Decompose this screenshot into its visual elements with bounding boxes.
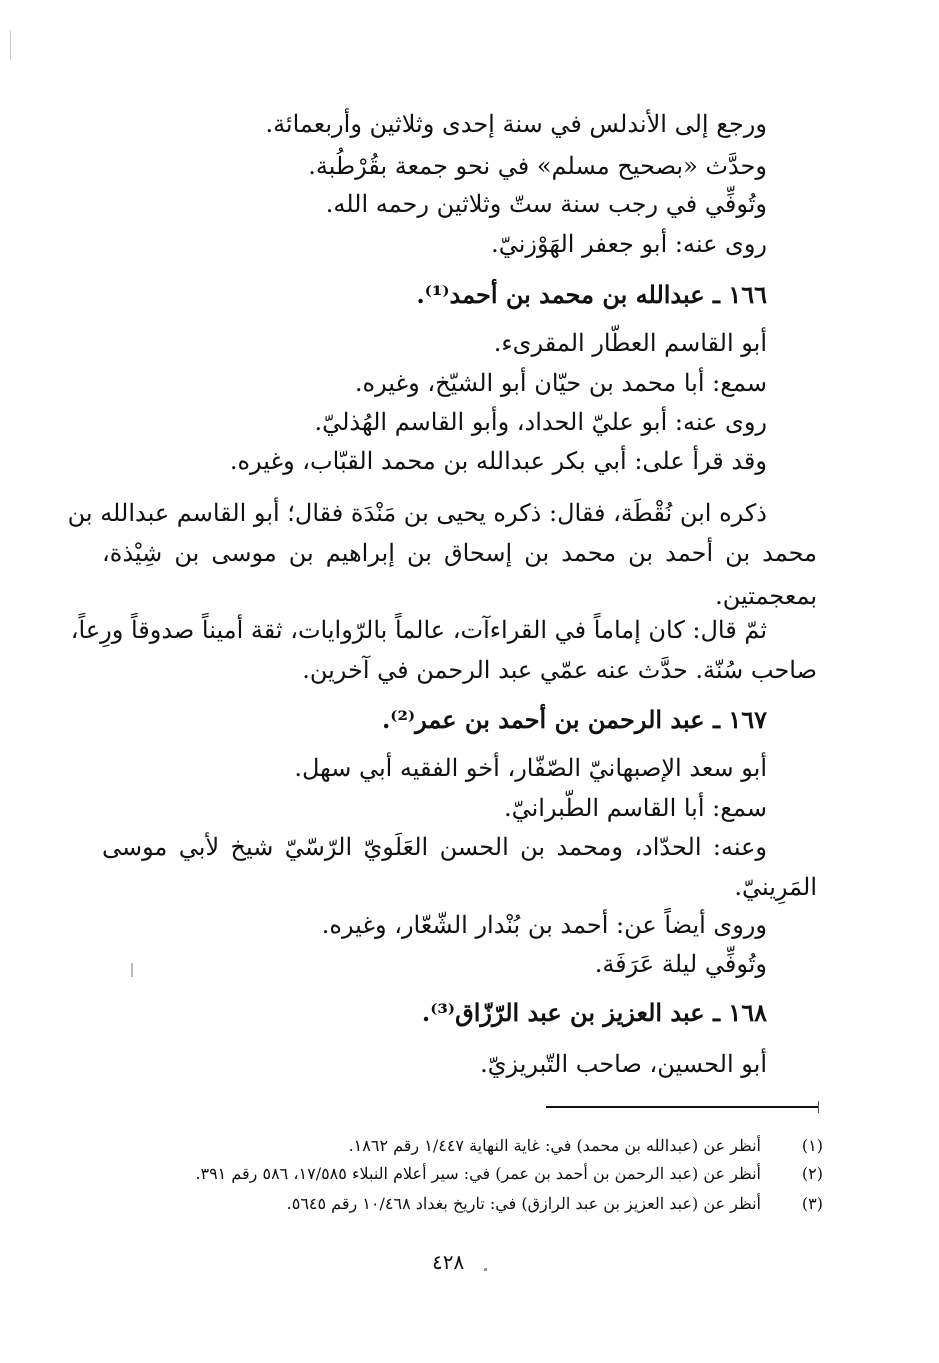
footnote-text: أنظر عن (عبد الرحمن بن أحمد بن عمر) في: سير أعلام النبلاء ١٧/٥٨٥، ٥٨٦ رقم ٣٩١. [195,1164,761,1183]
speck-mark [131,963,133,977]
text-line: وروى أيضاً عن: أحمد بن بُنْدار الشّعّار، وغيره. [321,911,767,939]
text-line: وعنه: الحدّاد، ومحمد بن الحسن العَلَويّ الرّسّيّ شيخ لأبي موسى [102,833,767,861]
text-line: سمع: أبا القاسم الطّبرانيّ. [503,794,767,822]
entry-heading-168: ١٦٨ ـ عبد العزيز بن عبد الرّزّاق⁽³⁾. [421,998,767,1027]
text-line: وحدَّث «بصحيح مسلم» في نحو جمعة بقُرْطُبة. [308,152,767,180]
text-line: ثمّ قال: كان إماماً في القراءآت، عالماً بالرّوايات، ثقة أميناً صدوقاً ورِعاً، [70,616,767,644]
entry-heading-166: ١٦٦ ـ عبدالله بن محمد بن أحمد⁽¹⁾. [416,280,767,309]
footnote-separator [546,1106,818,1108]
text-line: محمد بن أحمد بن محمد بن إسحاق بن إبراهيم بن موسى بن شِيْذة، [102,539,817,567]
footnote-separator-tick [818,1101,819,1113]
footnote-number: (١) [801,1136,823,1155]
speck-mark [484,1268,487,1271]
text-line: ذكره ابن نُقْطَة، فقال: ذكره يحيى بن مَنْدَة فقال؛ أبو القاسم عبدالله بن [67,499,767,527]
footnote-number: (٢) [801,1164,823,1183]
text-line: وتُوفِّي في رجب سنة ستّ وثلاثين رحمه الله. [325,190,767,218]
text-line: أبو القاسم العطّار المقرىء. [493,329,767,357]
edge-mark [10,30,11,60]
text-line: ورجع إلى الأندلس في سنة إحدى وثلاثين وأربعمائة. [265,110,767,138]
text-line: سمع: أبا محمد بن حيّان أبو الشيّخ، وغيره. [354,369,767,397]
footnote-number: (٣) [801,1194,823,1213]
entry-heading-167: ١٦٧ ـ عبد الرحمن بن أحمد بن عمر⁽²⁾. [381,705,767,734]
text-line: روى عنه: أبو عليّ الحداد، وأبو القاسم الهُذليّ. [314,408,767,436]
text-line: أبو الحسين، صاحب التّبريزيّ. [480,1050,767,1078]
footnote-text: أنظر عن (عبد العزيز بن عبد الرازق) في: تاريخ بغداد ١٠/٤٦٨ رقم ٥٦٤٥. [286,1194,761,1213]
text-line: بمعجمتين. [715,582,817,610]
text-line: روى عنه: أبو جعفر الهَوْزنيّ. [491,230,767,258]
footnote-text: أنظر عن (عبدالله بن محمد) في: غاية النهاية ١/٤٤٧ رقم ١٨٦٢. [348,1136,761,1155]
text-line: وتُوفِّي ليلة عَرَفَة. [594,950,767,978]
text-line: أبو سعد الإصبهانيّ الصّفّار، أخو الفقيه أبي سهل. [294,754,767,782]
text-line: صاحب سُنّة. حدَّث عنه عمّي عبد الرحمن في آخرين. [302,656,817,684]
text-line: المَرِينيّ. [734,873,817,901]
page-number: ٤٢٨ [432,1250,465,1274]
text-line: وقد قرأ على: أبي بكر عبدالله بن محمد القبّاب، وغيره. [229,447,767,475]
